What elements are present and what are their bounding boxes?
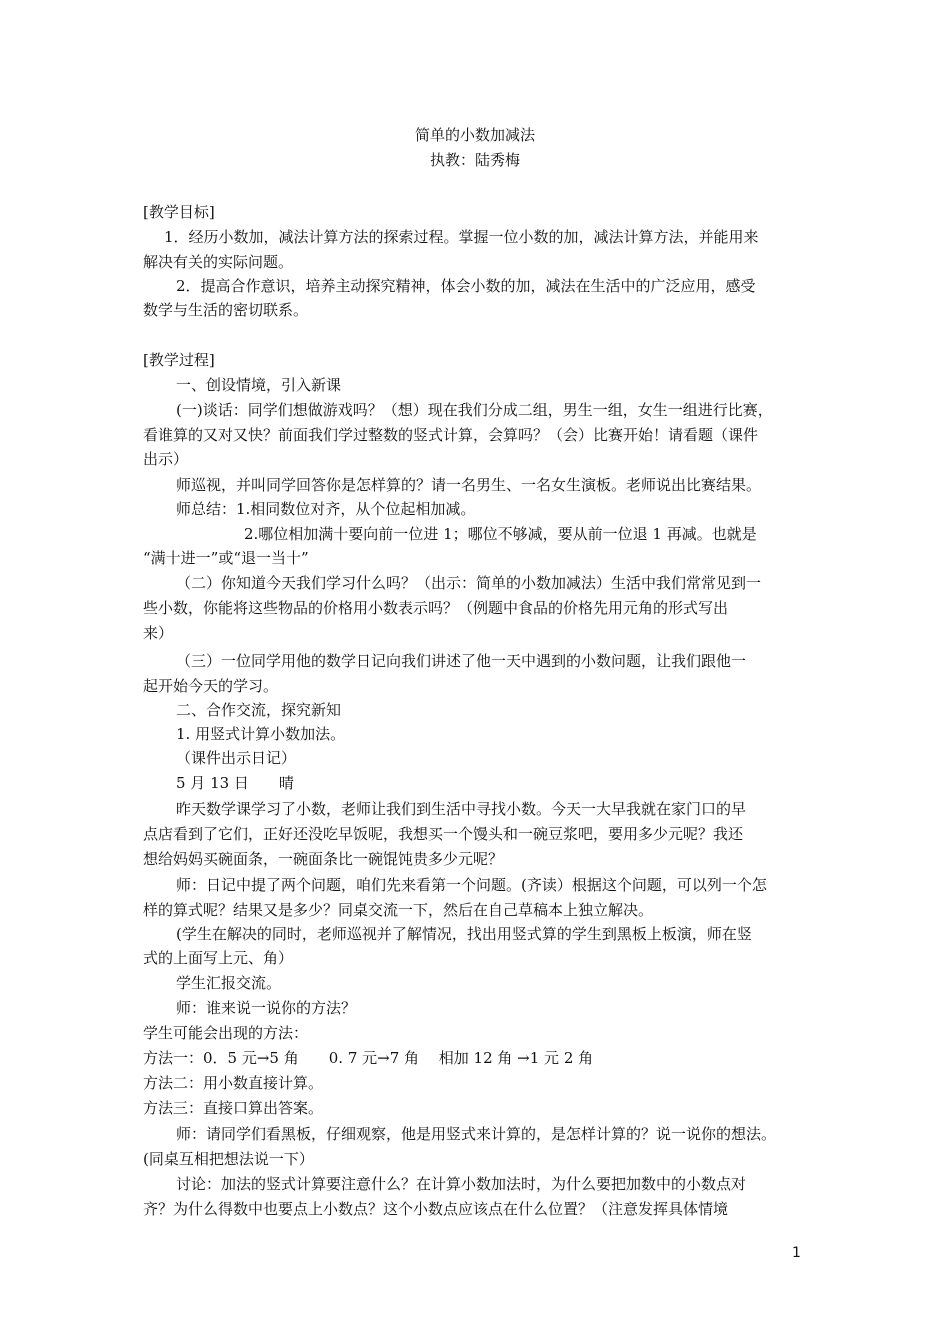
body-line: (一)谈话：同学们想做游戏吗？（想）现在我们分成二组，男生一组，女生一组进行比赛， [176, 401, 773, 419]
body-line: 讨论：加法的竖式计算要注意什么？在计算小数加法时，为什么要把加数中的小数点对 [176, 1175, 747, 1193]
body-line: 起开始今天的学习。 [143, 677, 279, 695]
body-line: 齐？为什么得数中也要点上小数点？这个小数点应该点在什么位置？（注意发挥具体情境 [143, 1200, 729, 1218]
section-heading-objectives: [教学目标] [143, 203, 215, 221]
body-line: 样的算式呢？结果又是多少？同桌交流一下，然后在自己草稿本上独立解决。 [143, 901, 654, 919]
body-line: 解决有关的实际问题。 [143, 253, 294, 271]
body-line: 点店看到了它们，正好还没吃早饭呢，我想买一个馒头和一碗豆浆吧，要用多少元呢？我还 [143, 825, 744, 843]
body-line: (同桌互相把想法说一下） [143, 1150, 314, 1168]
body-line: (学生在解决的同时，老师巡视并了解情况，找出用竖式算的学生到黑板上板演，师在竖 [176, 925, 752, 943]
body-line: 学生可能会出现的方法： [143, 1024, 309, 1042]
document-author: 执教：陆秀梅 [429, 151, 520, 169]
body-line: 出示） [143, 450, 189, 468]
body-line: 些小数，你能将这些物品的价格用小数表示吗？（例题中食品的价格先用元角的形式写出 [143, 599, 729, 617]
method-line: 方法二：用小数直接计算。 [143, 1074, 324, 1092]
body-line: 师总结：1.相同数位对齐，从个位起相加减。 [176, 500, 476, 518]
body-line: 2.哪位相加满十要向前一位进 1；哪位不够减，要从前一位退 1 再减。也就是 [244, 525, 757, 543]
method-line: 方法三：直接口算出答案。 [143, 1099, 324, 1117]
body-line: （三）一位同学用他的数学日记向我们讲述了他一天中遇到的小数问题，让我们跟他一 [176, 652, 747, 670]
section-heading-process: [教学过程] [143, 351, 215, 369]
body-line: 式的上面写上元、角） [143, 949, 294, 967]
body-line: 昨天数学课学习了小数，老师让我们到生活中寻找小数。今天一大早我就在家门口的早 [176, 800, 747, 818]
body-line: （课件出示日记） [176, 749, 297, 767]
body-line: 学生汇报交流。 [176, 974, 282, 992]
subsection-heading: 一、创设情境，引入新课 [176, 376, 342, 394]
page-number: 1 [792, 1245, 801, 1261]
body-line: 1．经历小数加，减法计算方法的探索过程。掌握一位小数的加，减法计算方法，并能用来 [164, 228, 759, 246]
subsection-heading: 二、合作交流，探究新知 [176, 701, 342, 719]
body-line: 来） [143, 624, 174, 642]
body-line: 师：谁来说一说你的方法？ [176, 999, 357, 1017]
body-line: 师：日记中提了两个问题，咱们先来看第一个问题。(齐读）根据这个问题，可以列一个怎 [176, 876, 767, 894]
body-line: “满十进一”或“退一当十” [143, 549, 309, 567]
body-line: 想给妈妈买碗面条，一碗面条比一碗馄饨贵多少元呢？ [143, 850, 504, 868]
body-line: 看谁算的又对又快？前面我们学过整数的竖式计算，会算吗？（会）比赛开始！请看题（课件 [143, 426, 759, 444]
method-line: 方法一：0．5 元→5 角 0. 7 元→7 角 相加 12 角 →1 元 2 角 [143, 1049, 594, 1067]
body-line: 数学与生活的密切联系。 [143, 301, 309, 319]
diary-date: 5 月 13 日 晴 [176, 774, 294, 792]
body-line: 2．提高合作意识，培养主动探究精神，体会小数的加，减法在生活中的广泛应用，感受 [176, 277, 756, 295]
body-line: 师巡视，并叫同学回答你是怎样算的？请一名男生、一名女生演板。老师说出比赛结果。 [176, 476, 762, 494]
document-title: 简单的小数加减法 [414, 126, 535, 144]
body-line: 师：请同学们看黑板，仔细观察，他是用竖式来计算的，是怎样计算的？说一说你的想法。 [176, 1125, 777, 1143]
body-line: 1. 用竖式计算小数加法。 [176, 725, 346, 743]
body-line: （二）你知道今天我们学习什么吗？（出示：简单的小数加减法）生活中我们常常见到一 [176, 574, 762, 592]
